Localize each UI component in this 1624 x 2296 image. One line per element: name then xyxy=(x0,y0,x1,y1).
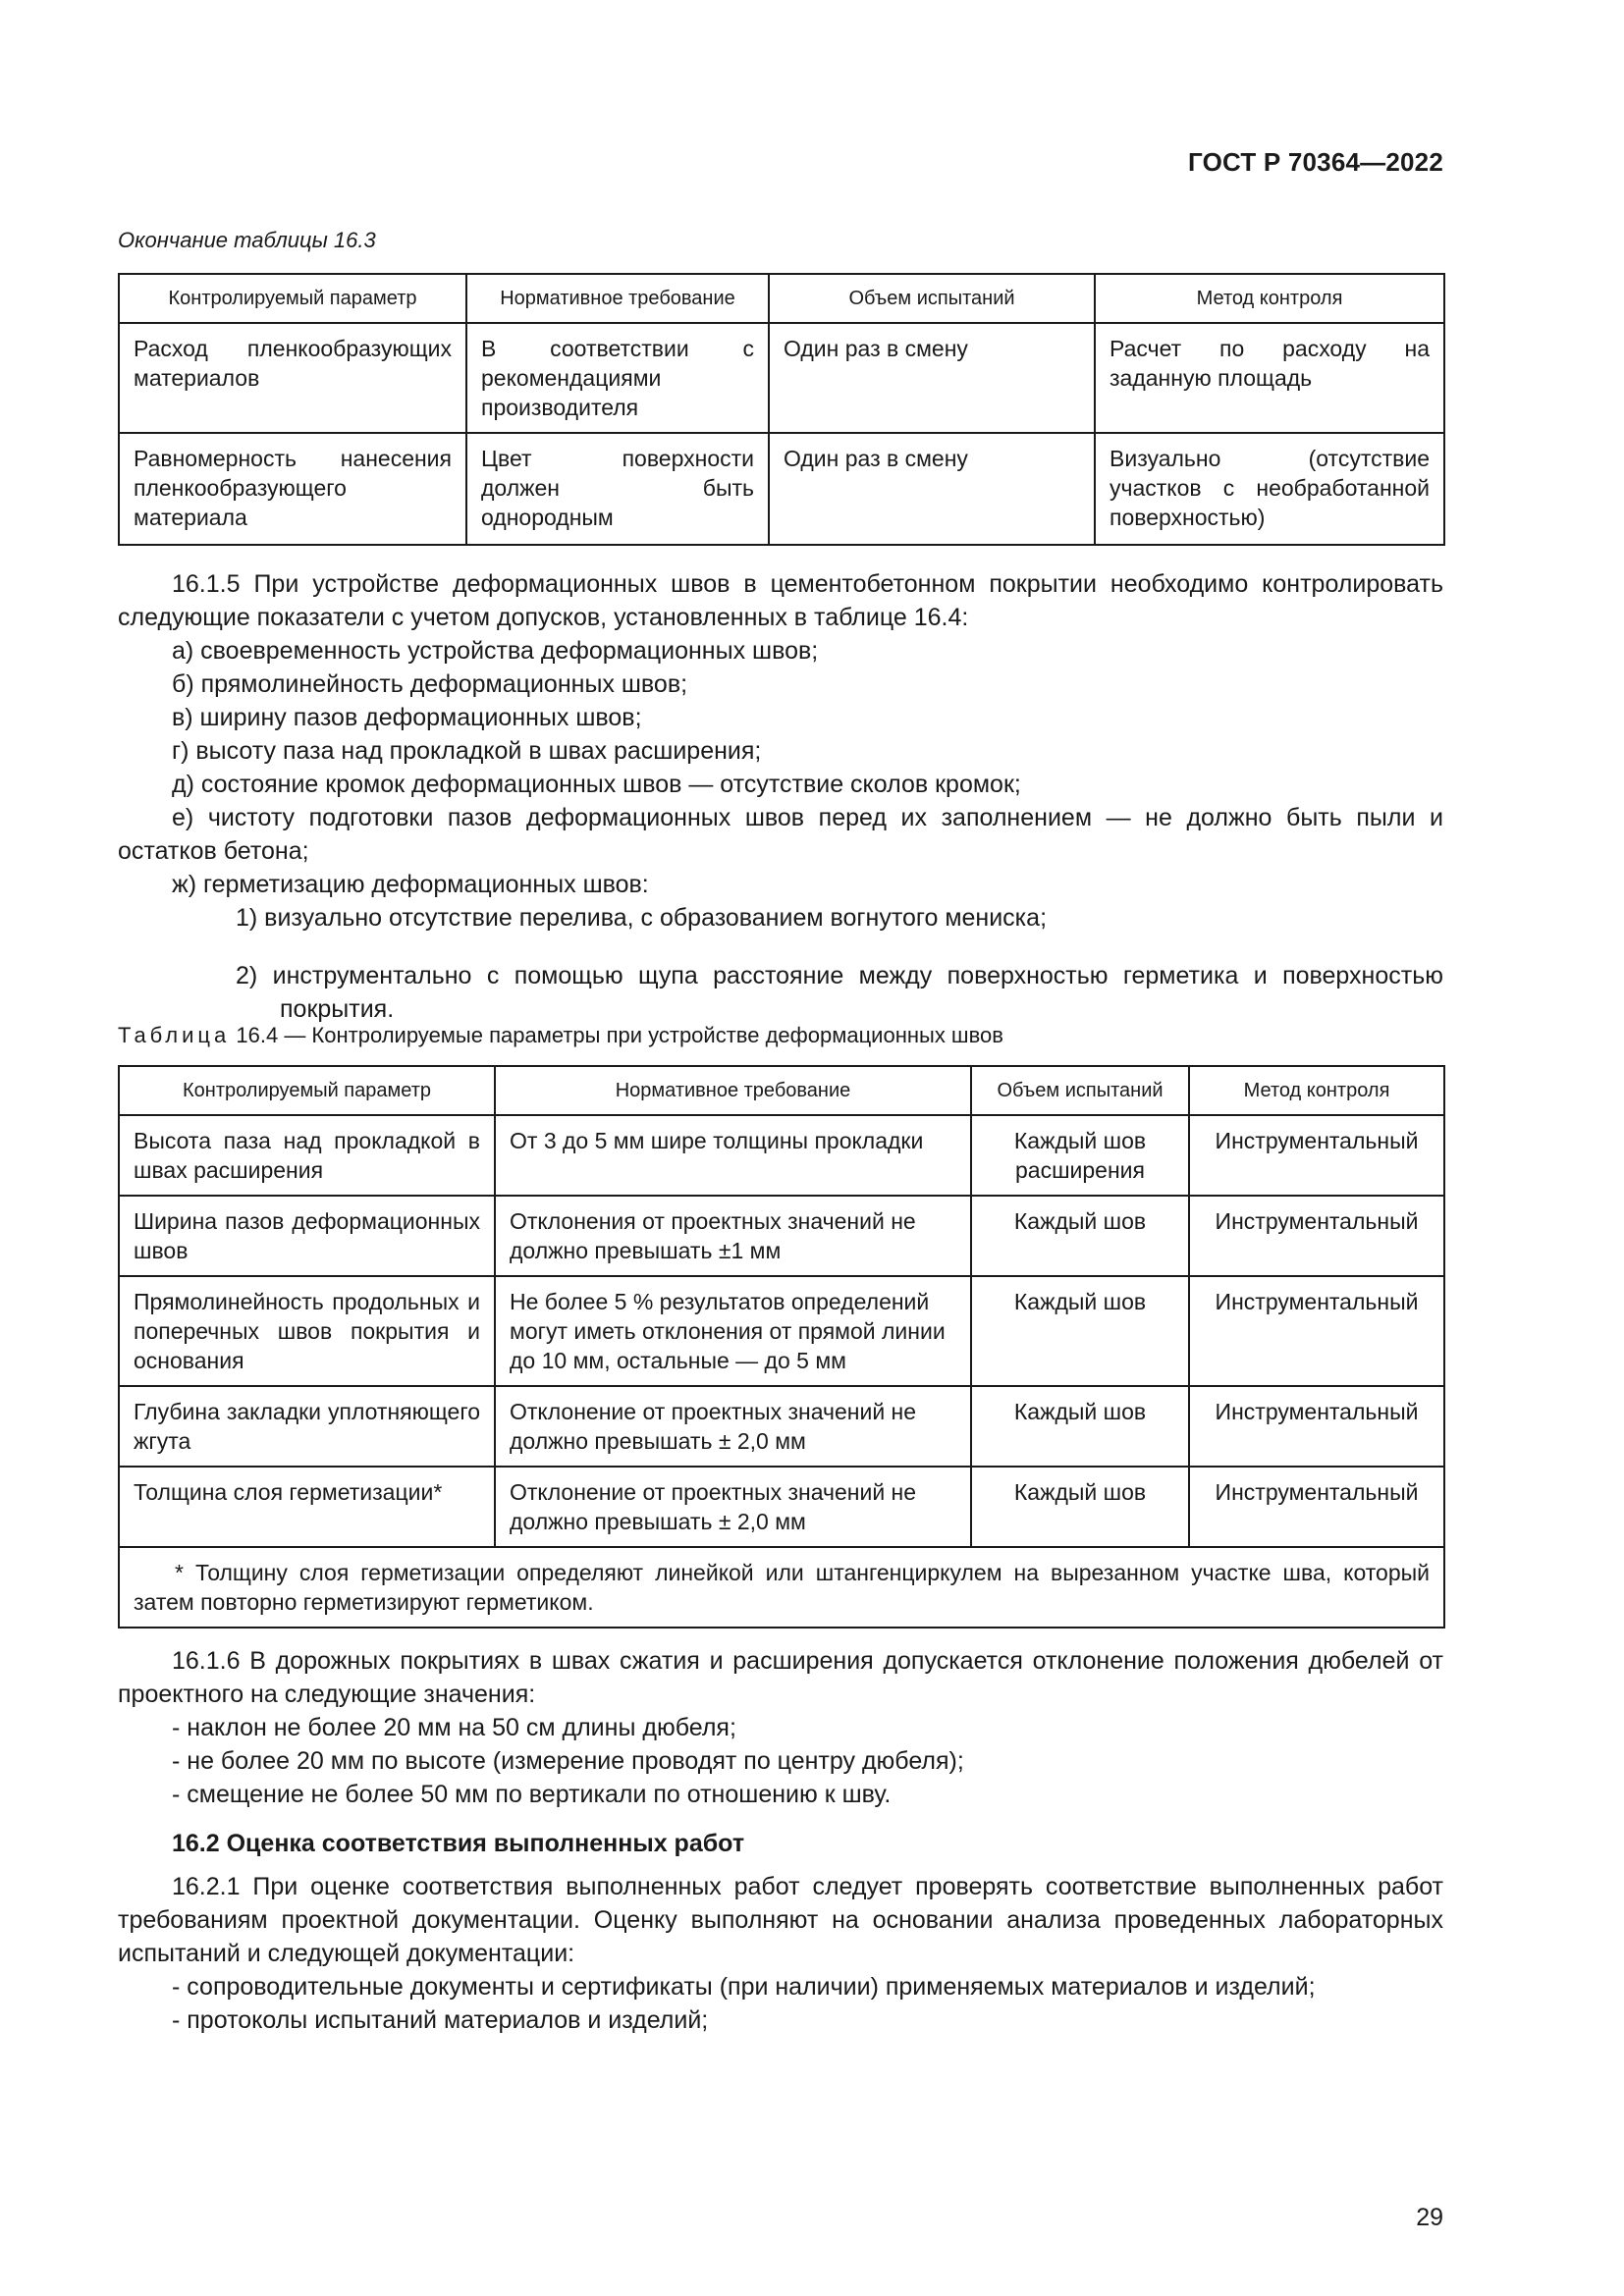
list-item: д) состояние кромок деформационных швов — отсутствие сколов кромок; xyxy=(172,771,1021,798)
table-cell: Отклонение от проектных значений не должно превышать ± 2,0 мм xyxy=(495,1386,971,1467)
table-cell: Цвет поверхности должен быть однородным xyxy=(466,433,769,545)
list-item: г) высоту паза над прокладкой в швах расширения; xyxy=(172,737,762,765)
table-cell: Один раз в смену xyxy=(769,323,1095,433)
list-item: - протоколы испытаний материалов и изделий; xyxy=(172,2006,709,2034)
list-item: е) чистоту подготовки пазов деформационных швов перед их заполнением — не должно быть пыли и остатков бетона; xyxy=(118,804,1443,865)
table-16-4-caption xyxy=(118,1023,1003,1048)
table-row xyxy=(119,433,1444,545)
table-cell: От 3 до 5 мм шире толщины прокладки xyxy=(495,1115,971,1196)
table-cell: Ширина пазов деформационных швов xyxy=(119,1196,495,1276)
document-header: ГОСТ Р 70364—2022 xyxy=(1188,147,1443,177)
table-cell: Один раз в смену xyxy=(769,433,1095,545)
column-header: Контролируемый параметр xyxy=(119,1066,495,1115)
page-number: 29 xyxy=(1416,2204,1443,2231)
section-16-1-6 xyxy=(118,1644,1443,2037)
table-cell: Прямолинейность продольных и поперечных швов покрытия и основания xyxy=(119,1276,495,1386)
table-cell: Расчет по расходу на заданную площадь xyxy=(1095,323,1444,433)
section-title: 16.2 Оценка соответствия выполненных работ xyxy=(172,1830,745,1857)
table-cell: Каждый шов xyxy=(971,1467,1189,1547)
column-header: Метод контроля xyxy=(1095,274,1444,323)
table-cell: Визуально (отсутствие участков с необработанной поверхностью) xyxy=(1095,433,1444,545)
column-header: Контролируемый параметр xyxy=(119,274,466,323)
table-caption-text: 16.4 — Контролируемые параметры при устройстве деформационных швов xyxy=(236,1023,1003,1047)
table-16-4 xyxy=(118,1065,1445,1629)
sub-list-item: 2) инструментально с помощью щупа расстояние между поверхностью герметика и поверхностью покрытия. xyxy=(236,962,1443,1023)
table-row xyxy=(119,1115,1444,1196)
table-row xyxy=(119,1196,1444,1276)
list-item: - не более 20 мм по высоте (измерение проводят по центру дюбеля); xyxy=(172,1747,964,1775)
table-header-row xyxy=(119,1066,1444,1115)
table-cell: Не более 5 % результатов определений могут иметь отклонения от прямой линии до 10 мм, остальные — до 5 мм xyxy=(495,1276,971,1386)
table-cell: Инструментальный xyxy=(1189,1386,1444,1467)
table-cell: В соответствии с рекомендациями производителя xyxy=(466,323,769,433)
column-header: Метод контроля xyxy=(1189,1066,1444,1115)
paragraph: 16.1.5 При устройстве деформационных швов в цементобетонном покрытии необходимо контролировать следующие показатели с учетом допусков, установленных в таблице 16.4: xyxy=(118,570,1443,631)
table-row xyxy=(119,1276,1444,1386)
paragraph: 16.1.6 В дорожных покрытиях в швах сжатия и расширения допускается отклонение положения дюбелей от проектного на следующие значения: xyxy=(118,1647,1443,1708)
column-header: Объем испытаний xyxy=(971,1066,1189,1115)
table-cell: Каждый шов xyxy=(971,1196,1189,1276)
table-cell: Расход пленкообразующих материалов xyxy=(119,323,466,433)
column-header: Нормативное требование xyxy=(495,1066,971,1115)
table-cell: Равномерность нанесения пленкообразующего материала xyxy=(119,433,466,545)
table-footnote: * Толщину слоя герметизации определяют линейкой или штангенциркулем на вырезанном участке шва, который затем повторно герметизируют герметиком. xyxy=(119,1547,1444,1628)
list-item: ж) герметизацию деформационных швов: xyxy=(172,871,649,898)
table-footnote-row xyxy=(119,1547,1444,1628)
table-cell: Толщина слоя герметизации* xyxy=(119,1467,495,1547)
column-header: Нормативное требование xyxy=(466,274,769,323)
table-row xyxy=(119,1386,1444,1467)
table-cell: Отклонение от проектных значений не должно превышать ± 2,0 мм xyxy=(495,1467,971,1547)
table-caption-label: Таблица xyxy=(118,1023,231,1047)
list-item: - сопроводительные документы и сертификаты (при наличии) применяемых материалов и изделий; xyxy=(172,1973,1316,2001)
list-item: б) прямолинейность деформационных швов; xyxy=(172,670,688,698)
table-cell: Глубина закладки уплотняющего жгута xyxy=(119,1386,495,1467)
table-row xyxy=(119,1467,1444,1547)
table-16-3 xyxy=(118,273,1445,546)
table-cell: Инструментальный xyxy=(1189,1196,1444,1276)
list-item: - смещение не более 50 мм по вертикали по отношению к шву. xyxy=(172,1781,892,1808)
section-16-1-5 xyxy=(118,567,1443,1050)
table-cell: Каждый шов xyxy=(971,1276,1189,1386)
column-header: Объем испытаний xyxy=(769,274,1095,323)
table-cell: Высота паза над прокладкой в швах расширения xyxy=(119,1115,495,1196)
table-cell: Каждый шов xyxy=(971,1386,1189,1467)
table-cell: Инструментальный xyxy=(1189,1467,1444,1547)
table-cell: Отклонения от проектных значений не должно превышать ±1 мм xyxy=(495,1196,971,1276)
paragraph: 16.2.1 При оценке соответствия выполненных работ следует проверять соответствие выполненных работ требованиям проектной документации. Оценку выполняют на основании анализа проведенных лабораторных испытаний и следующей документации: xyxy=(118,1873,1443,1967)
table-cell: Инструментальный xyxy=(1189,1115,1444,1196)
list-item: в) ширину пазов деформационных швов; xyxy=(172,704,642,731)
table-header-row xyxy=(119,274,1444,323)
table-16-3-continuation-caption: Окончание таблицы 16.3 xyxy=(118,228,376,252)
table-row xyxy=(119,323,1444,433)
table-cell: Каждый шов расширения xyxy=(971,1115,1189,1196)
sub-list-item: 1) визуально отсутствие перелива, с образованием вогнутого мениска; xyxy=(236,904,1048,932)
list-item: - наклон не более 20 мм на 50 см длины дюбеля; xyxy=(172,1714,736,1741)
table-cell: Инструментальный xyxy=(1189,1276,1444,1386)
list-item: а) своевременность устройства деформационных швов; xyxy=(172,637,819,665)
